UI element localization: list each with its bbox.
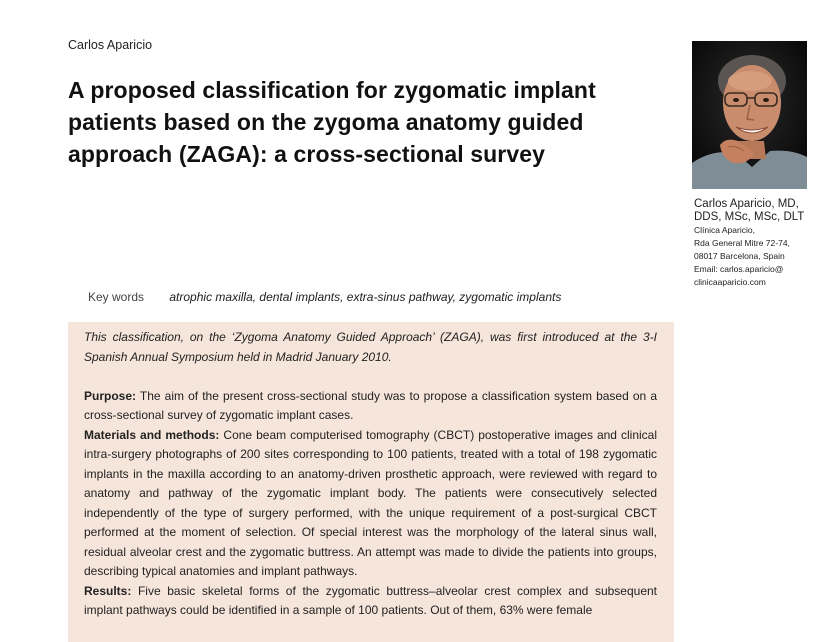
results-text: Five basic skeletal forms of the zygomatic buttress–alveolar crest complex and subsequent implant pathways could be identified in a sample of 100 patients. Out of them, 63% were female xyxy=(84,583,657,617)
abstract-results xyxy=(84,582,657,621)
purpose-text: The aim of the present cross-sectional study was to propose a classification system based on a cross-sectional survey of zygomatic implant cases. xyxy=(84,388,657,422)
author-portrait-image xyxy=(692,41,807,189)
abstract-box xyxy=(68,322,674,642)
keywords-list: atrophic maxilla, dental implants, extra-sinus pathway, zygomatic implants xyxy=(169,290,562,304)
paper-title: A proposed classification for zygomatic implant patients based on the zygoma anatomy guided approach (ZAGA): a cross-sectional survey xyxy=(68,77,596,167)
purpose-label: Purpose: xyxy=(84,388,137,403)
keywords-label: Key words xyxy=(88,290,145,304)
author-name-degrees: Carlos Aparicio, MD, DDS, MSc, MSc, DLT xyxy=(694,198,805,223)
keywords-row xyxy=(88,290,561,304)
abstract-intro: This classification, on the ‘Zygoma Anatomy Guided Approach’ (ZAGA), was first introduced at the 3-I Spanish Annual Symposium held in Madrid January 2010. xyxy=(84,330,657,364)
abstract-content xyxy=(84,328,657,621)
methods-text: Cone beam computerised tomography (CBCT) postoperative images and clinical intra-surgery photographs of 200 sites corresponding to 100 patients, treated with a total of 198 zygomatic implants in the maxilla according to an anatomy-driven prosthetic approach, were reviewed with regard to anatomy and pathway of the zygomatic implant body. The patients were consecutively selected independently of the type of surgery performed, with the unique requirement of a post-surgical CBCT performed at the moment of selection. Of special interest was the morphology of the lateral sinus wall, residual alveolar crest and the zygomatic buttress. An attempt was made to divide the patients into groups, describing typical anatomies and implant pathways. xyxy=(84,427,658,578)
author-name-top: Carlos Aparicio xyxy=(68,38,153,52)
results-label: Results: xyxy=(84,583,132,598)
abstract-methods xyxy=(84,426,657,582)
affiliation-email-line[interactable]: clinicaaparicio.com xyxy=(694,277,766,287)
author-affiliation xyxy=(694,198,814,289)
affiliation-line: Clínica Aparicio, xyxy=(694,225,755,235)
methods-label: Materials and methods: xyxy=(84,427,220,442)
author-photo xyxy=(692,41,807,189)
affiliation-line: 08017 Barcelona, Spain xyxy=(694,251,785,261)
abstract-purpose xyxy=(84,387,657,426)
affiliation-line: Rda General Mitre 72-74, xyxy=(694,238,790,248)
affiliation-email-line[interactable]: Email: carlos.aparicio@ xyxy=(694,264,784,274)
